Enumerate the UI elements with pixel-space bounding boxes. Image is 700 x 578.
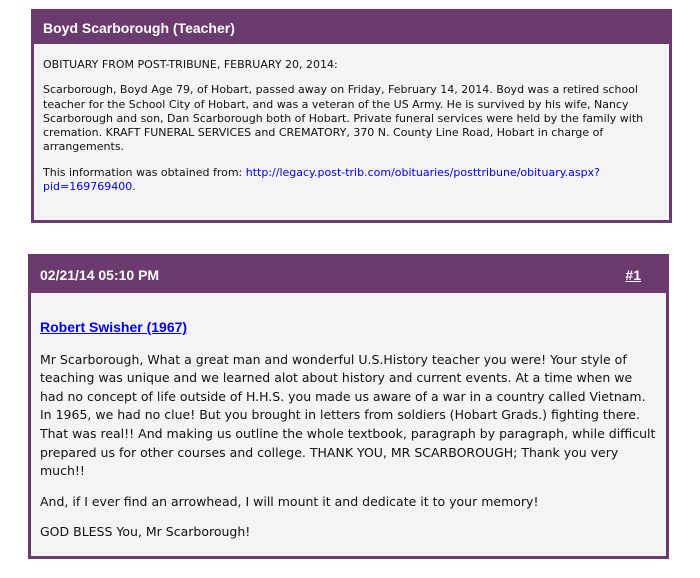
comment-number-link[interactable]: #1 — [625, 267, 641, 283]
obituary-source — [43, 166, 660, 195]
obituary-panel — [31, 9, 672, 223]
comment-header — [31, 257, 666, 293]
comment-author-link[interactable]: Robert Swisher (1967) — [40, 319, 188, 335]
comment-paragraph: Mr Scarborough, What a great man and wonderful U.S.History teacher you were! Your style of teaching was unique and we learned alot about history and current events. At a time when we had no concept of life outside of H.H.S. you made us aware of a war in a country called Vietnam. In 1965, we had no clue! But you brought in letters from soldiers (Hobart Grads.) fighting there. That was real!! And making us outline the whole textbook, paragraph by paragraph, while difficult prepared us for other courses and college. THANK YOU, MR SCARBOROUGH; Thank you very much!! — [40, 351, 656, 479]
comment-paragraph: GOD BLESS You, Mr Scarborough! — [40, 524, 251, 540]
obituary-heading: OBITUARY FROM POST-TRIBUNE, FEBRUARY 20, 2014: — [43, 58, 338, 71]
source-link[interactable]: http://legacy.post-trib.com/obituaries/posttribune/obituary.aspx? pid=169769400 — [43, 165, 600, 194]
source-prefix: This information was obtained from: — [43, 165, 246, 179]
comment-panel — [28, 254, 669, 559]
obituary-title: Boyd Scarborough (Teacher) — [43, 20, 235, 36]
comment-timestamp: 02/21/14 05:10 PM — [40, 267, 160, 283]
comment-paragraph: And, if I ever find an arrowhead, I will mount it and dedicate it to your memory! — [40, 493, 539, 509]
comment-body — [31, 293, 666, 542]
source-suffix: . — [132, 180, 136, 194]
obituary-text: Scarborough, Boyd Age 79, of Hobart, passed away on Friday, February 14, 2014. Boyd was a retired school teacher for the School City of Hobart, and was a veteran of the US Army. He is survived by his wife, Nancy Scarborough and son, Dan Scarborough both of Hobart. Private funeral services were held by the family with cremation. KRAFT FUNERAL SERVICES and CREMATORY, 370 N. County Line Road, Hobart in charge of arrangements. — [43, 83, 644, 154]
obituary-body — [34, 44, 669, 194]
obituary-header — [34, 12, 669, 44]
